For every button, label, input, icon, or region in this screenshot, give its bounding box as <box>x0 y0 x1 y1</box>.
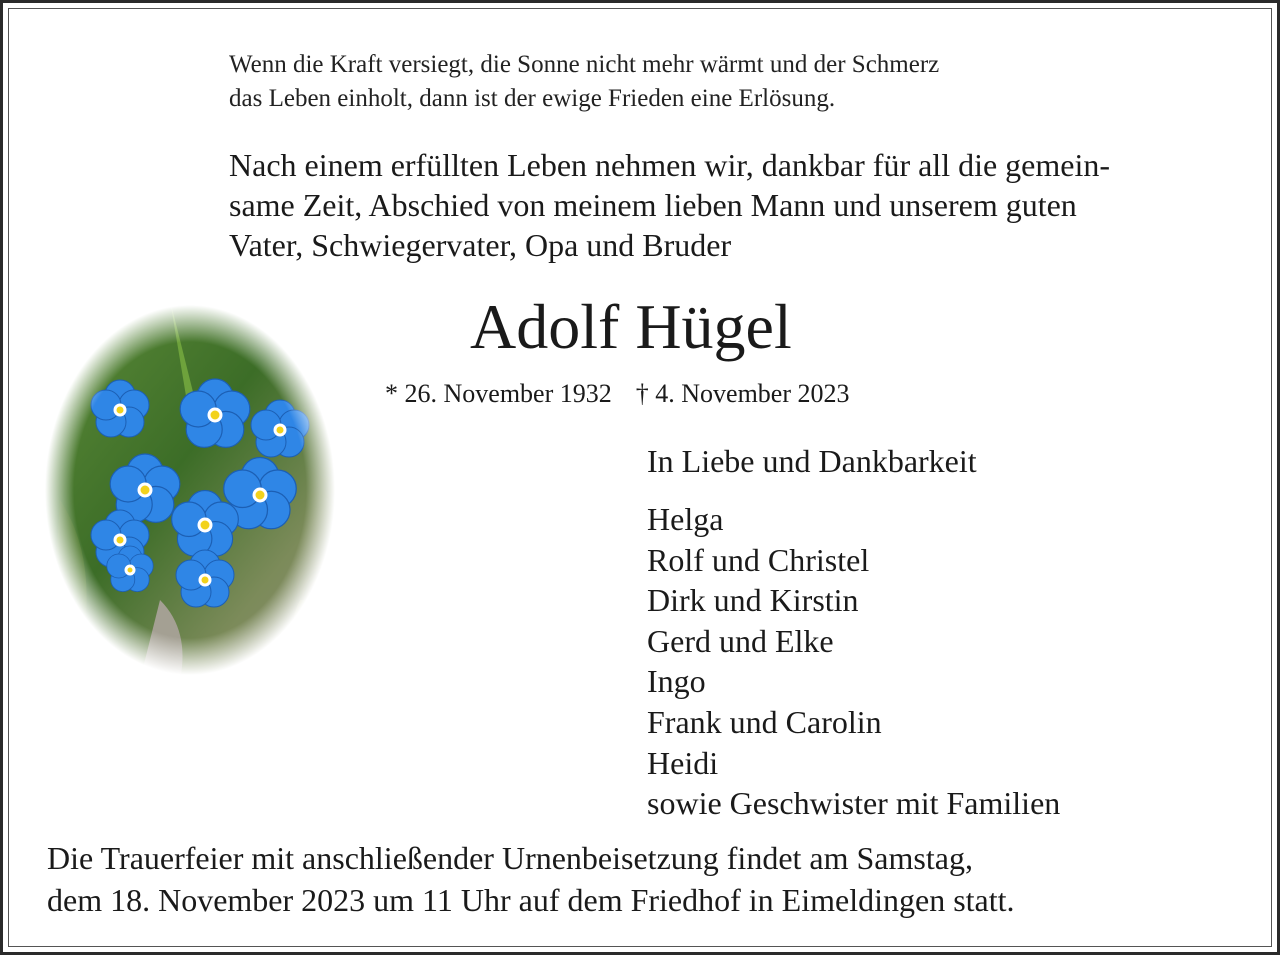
intro-line: same Zeit, Abschied von meinem lieben Mann und unserem guten <box>229 187 1077 223</box>
mourners-list <box>647 499 1060 824</box>
funeral-line: Die Trauerfeier mit anschließender Urnenbeisetzung findet am Samstag, <box>47 840 973 876</box>
motto-line: das Leben einholt, dann ist der ewige Frieden eine Erlösung. <box>229 85 836 112</box>
intro-text <box>229 145 1110 265</box>
intro-line: Nach einem erfüllten Leben nehmen wir, dankbar für all die gemein- <box>229 147 1111 183</box>
mourner-entry: Rolf und Christel <box>647 541 870 578</box>
mourner-entry: Heidi <box>647 744 719 781</box>
funeral-line: dem 18. November 2023 um 11 Uhr auf dem Friedhof in Eimeldingen statt. <box>47 882 1015 918</box>
intro-line: Vater, Schwiegervater, Opa und Bruder <box>229 227 732 263</box>
death-date: † 4. November 2023 <box>635 379 850 408</box>
mourner-entry: Ingo <box>647 663 706 700</box>
mourner-entry: Helga <box>647 501 724 537</box>
forget-me-not-flowers-icon <box>40 300 340 680</box>
mourner-entry: sowie Geschwister mit Familien <box>647 785 1061 822</box>
funeral-announcement <box>47 837 1015 921</box>
mourner-entry: Gerd und Elke <box>647 622 834 659</box>
deceased-name: Adolf Hügel <box>470 291 792 362</box>
life-dates <box>385 377 850 411</box>
birth-date: * 26. November 1932 <box>385 379 612 408</box>
mourner-entry: Frank und Carolin <box>647 703 882 740</box>
motto-quote <box>229 48 939 116</box>
closing-phrase: In Liebe und Dankbarkeit <box>647 443 977 479</box>
motto-line: Wenn die Kraft versiegt, die Sonne nicht mehr wärmt und der Schmerz <box>229 51 940 78</box>
mourner-entry: Dirk und Kirstin <box>647 582 859 619</box>
